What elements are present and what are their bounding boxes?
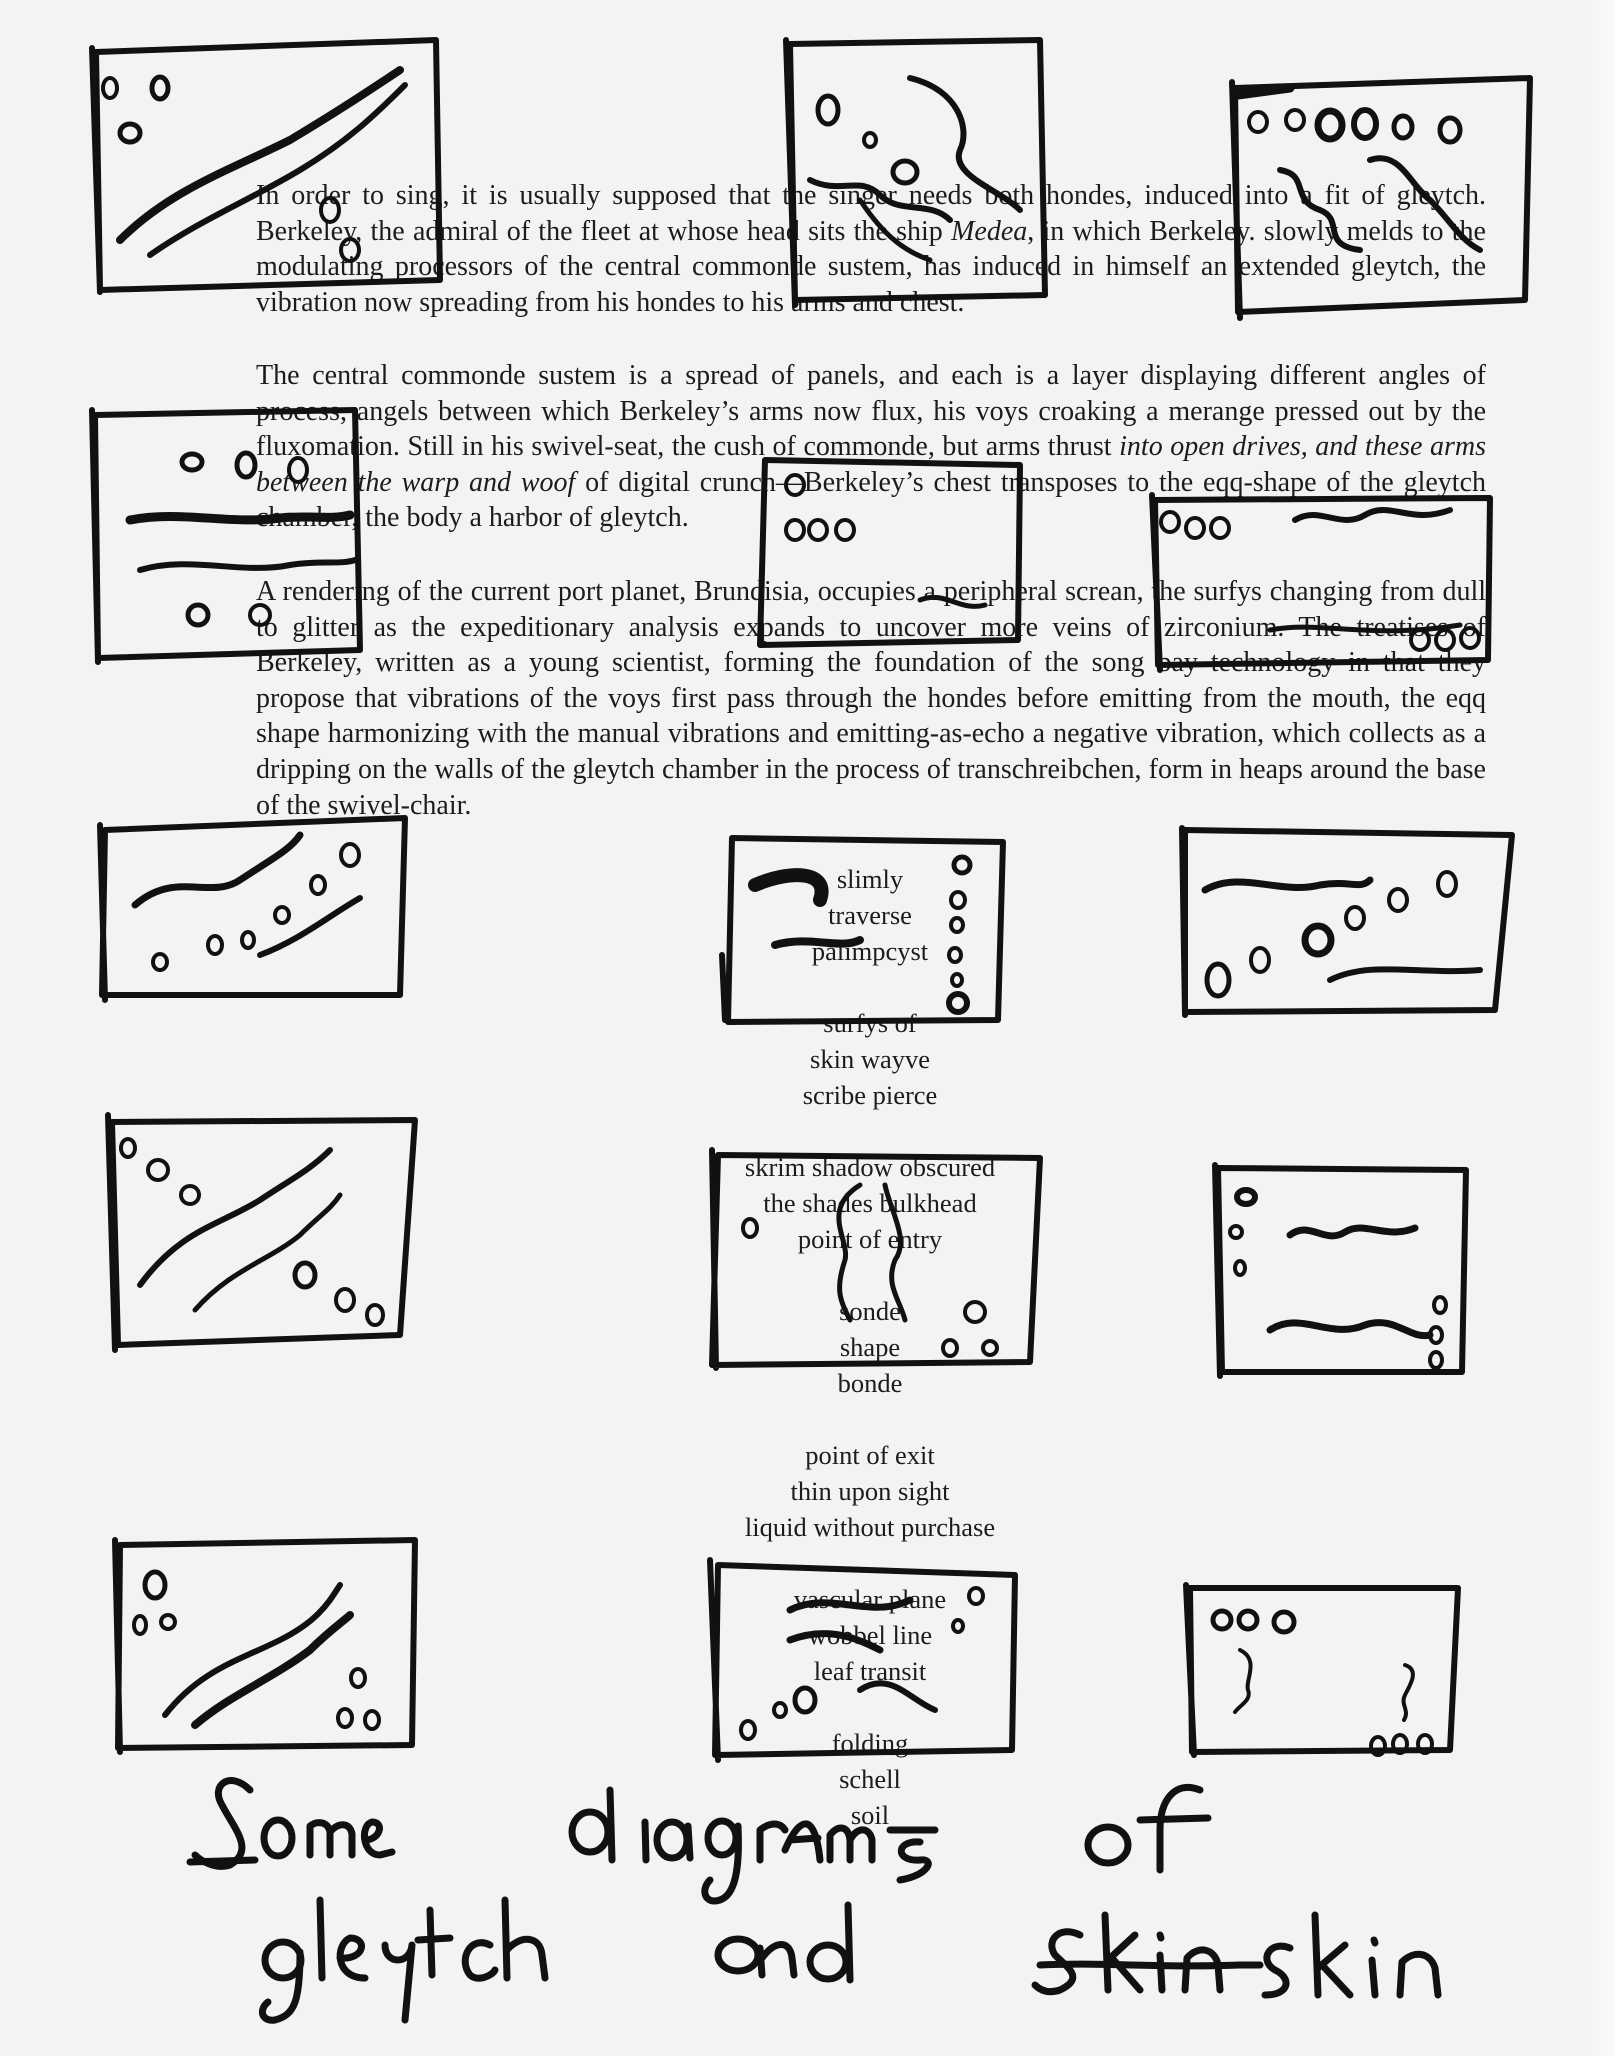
poem-line: palimpcyst — [811, 936, 929, 966]
poem-line: sonde — [839, 1296, 901, 1326]
poem-line: liquid without purchase — [744, 1512, 996, 1542]
paragraph-2-italic-text: into open drives, and these arms between the warp and woof — [256, 431, 1486, 498]
gleytch-diagram — [712, 1150, 1040, 1368]
poem-line: slimly — [836, 864, 904, 894]
gleytch-diagram — [92, 40, 440, 292]
poem-line: wobbel line — [807, 1620, 933, 1650]
gleytch-diagram — [108, 1115, 415, 1350]
poem-line: the shades bulkhead — [763, 1188, 977, 1218]
poem-line: surfys of — [823, 1008, 917, 1038]
scan-edge — [1585, 0, 1615, 2056]
poem-line: leaf transit — [813, 1656, 927, 1686]
gleytch-diagram — [1215, 1165, 1466, 1376]
poem-line: point of exit — [805, 1440, 935, 1470]
gleytch-diagram — [760, 460, 1020, 645]
poem-line: soil — [850, 1800, 890, 1830]
gleytch-diagram — [1186, 1585, 1458, 1755]
poem-line: skin wayve — [810, 1044, 930, 1074]
poem-line: bonde — [837, 1368, 903, 1398]
paragraph-1-text-end: , in which Berkeley. slowly melds to the modulating processors of the central commonde sustem, has induced in himself an extended gleytch, the vibration now spreading from his hondes to his arms and chest. — [256, 215, 1486, 318]
gleytch-diagram — [1232, 78, 1530, 318]
paragraph-2-text-end: of digital crunch—Berkeley’s chest transposes to the eqq-shape of the gleytch chamber, the body a harbor of gleytch. — [256, 466, 1486, 534]
gleytch-diagram — [92, 410, 360, 662]
poem-line: schell — [839, 1764, 901, 1794]
paragraph-3-text: A rendering of the current port planet, Brundisia, occupies a peripheral screan, the surfys changing from dull to glitter as the expeditionary analysis expands to uncover more veins of zirconium. The treatises of Berkeley, written as a young scientist, forming the foundation of the song bay technology in that they propose that vibrations of the voys first pass through the hondes before emitting from the mouth, the eqq shape harmonizing with the manual vibrations and emitting-as-echo a negative vibration, which collects as a dripping on the walls of the gleytch chamber in the process of transchreibchen, form in heaps around the base of the swivel-chair. — [256, 576, 1486, 821]
poem-line: folding — [831, 1728, 909, 1758]
gleytch-diagram — [115, 1540, 415, 1752]
gleytch-diagram — [786, 40, 1045, 305]
handwritten-caption-strokes — [190, 1781, 1438, 2021]
poem-line: traverse — [828, 900, 912, 930]
paragraph-1-text: In order to sing, it is usually supposed that the singer needs both hondes, induced into a fit of gleytch. Berkeley, the admiral of the fleet at whose head sits the ship — [256, 180, 1486, 247]
paragraph-1-italic-text: Medea — [951, 215, 1028, 247]
paragraph-2-text: The central commonde sustem is a spread of panels, and each is a layer displaying different angles of process, angels between which Berkeley’s arms now flux, his voys croaking a merange pressed out by the fluxomation. Still in his swivel-seat, the cush of commonde, but arms thrust — [256, 360, 1486, 463]
poem-line: skrim shadow obscured — [744, 1152, 996, 1182]
gleytch-diagram — [1152, 495, 1490, 670]
gleytch-diagram — [100, 818, 405, 1000]
poem-line: point of entry — [797, 1224, 943, 1254]
gleytch-diagram — [710, 1560, 1015, 1760]
poem-line: shape — [839, 1332, 901, 1362]
poem-line: thin upon sight — [790, 1476, 950, 1506]
poem-line: vascular plane — [793, 1584, 947, 1614]
gleytch-diagram — [722, 838, 1003, 1022]
gleytch-diagram — [1182, 828, 1512, 1015]
poem-line: scribe pierce — [802, 1080, 938, 1110]
